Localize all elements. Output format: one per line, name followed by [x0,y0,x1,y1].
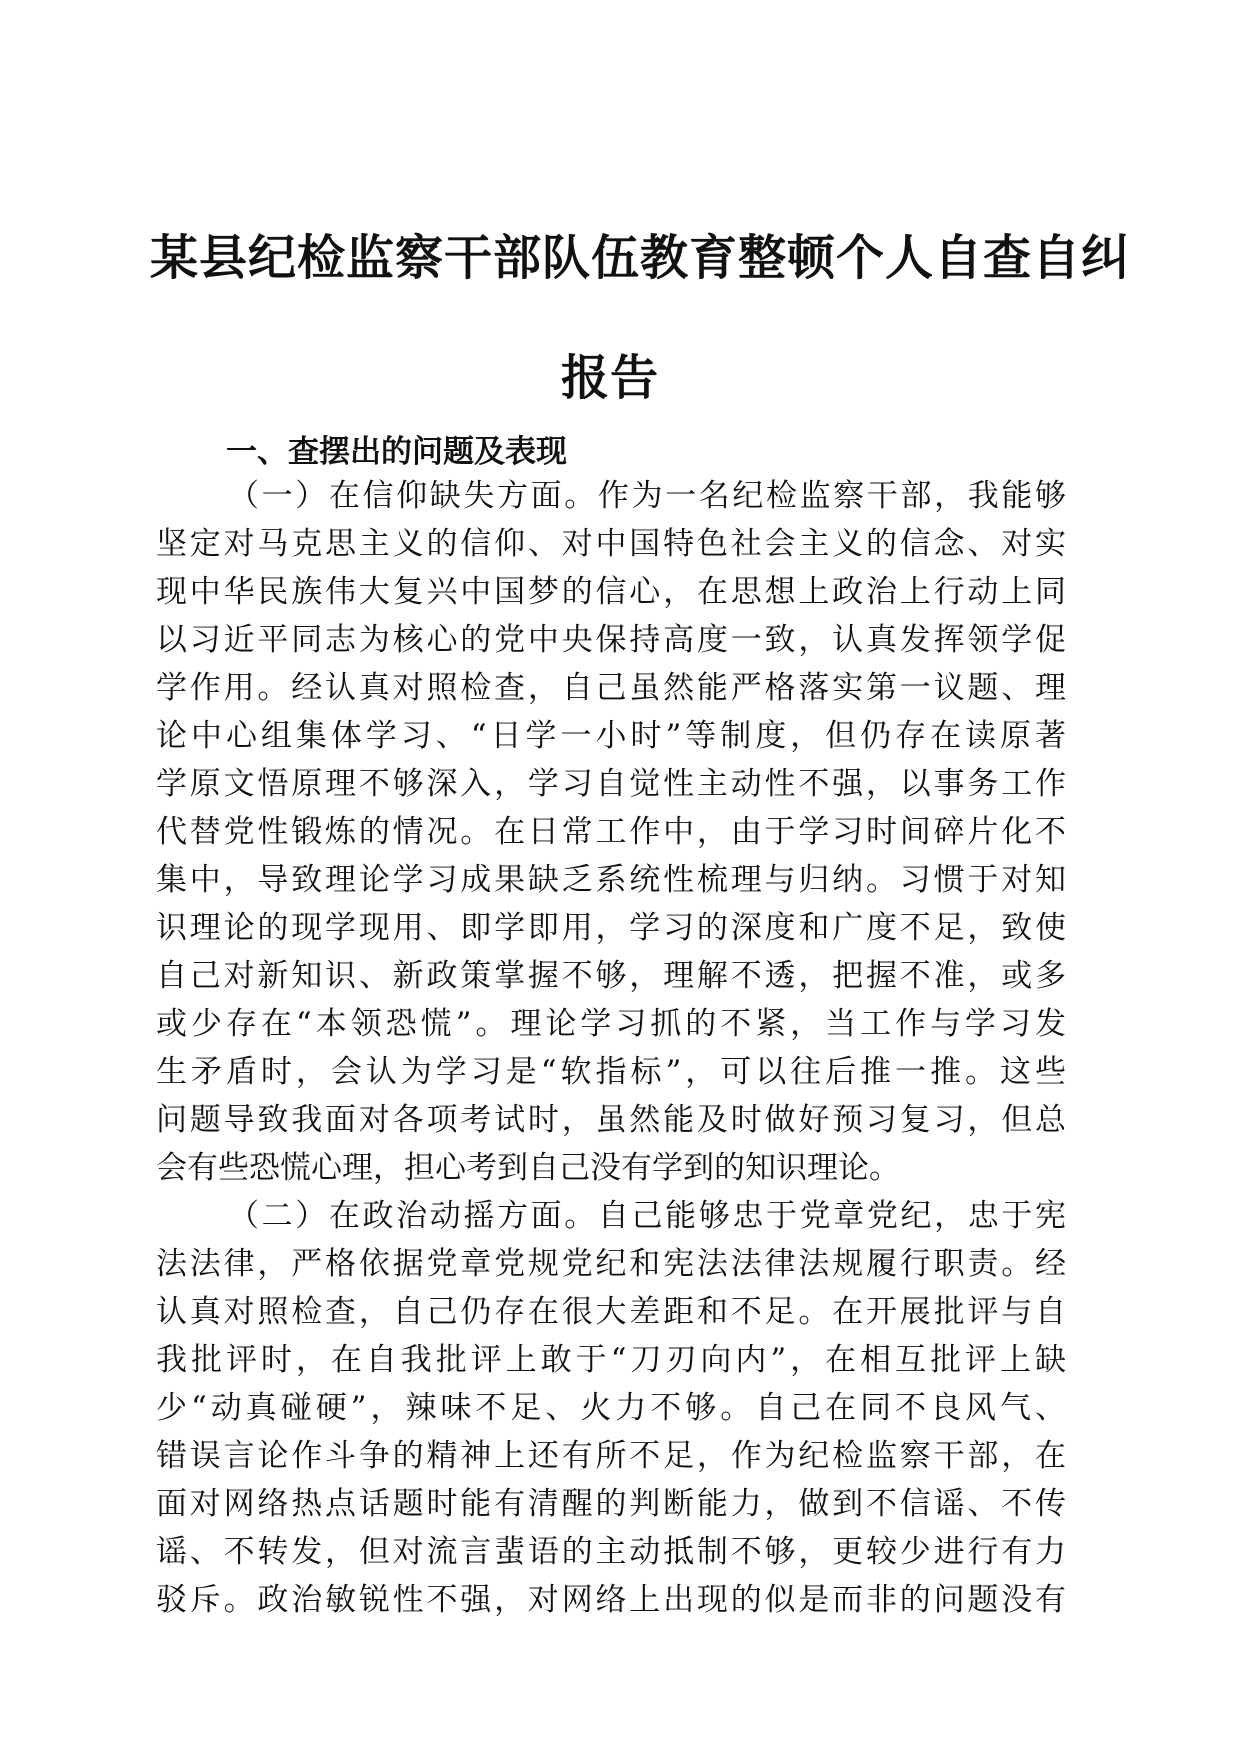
paragraph-line: 现中华民族伟大复兴中国梦的信心，在思想上政治上行动上同 [156,574,1066,610]
paragraph-line: 论中心组集体学习、“日学一小时”等制度，但仍存在读原著 [156,718,1066,754]
paragraph-line: 我批评时，在自我批评上敢于“刀刃向内”，在相互批评上缺 [156,1342,1066,1378]
paragraph-line: 谣、不转发，但对流言蜚语的主动抵制不够，更较少进行有力 [156,1534,1066,1570]
paragraph-line: 面对网络热点话题时能有清醒的判断能力，做到不信谣、不传 [156,1486,1066,1522]
paragraph-line: 识理论的现学现用、即学即用，学习的深度和广度不足，致使 [156,910,1066,946]
paragraph-line: 认真对照检查，自己仍存在很大差距和不足。在开展批评与自 [156,1294,1066,1330]
title-line-2: 报告 [560,350,659,406]
paragraph-line: 法法律，严格依据党章党规党纪和宪法法律法规履行职责。经 [156,1246,1066,1282]
paragraph-line: 错误言论作斗争的精神上还有所不足，作为纪检监察干部，在 [156,1438,1066,1474]
paragraph-line: 学原文悟原理不够深入，学习自觉性主动性不强，以事务工作 [156,766,1066,802]
paragraph-line: 问题导致我面对各项考试时，虽然能及时做好预习复习，但总 [156,1102,1066,1138]
paragraph-line: 驳斥。政治敏锐性不强，对网络上出现的似是而非的问题没有 [156,1582,1066,1618]
paragraph-line: 集中，导致理论学习成果缺乏系统性梳理与归纳。习惯于对知 [156,862,1066,898]
paragraph-line: 少“动真碰硬”，辣味不足、火力不够。自己在同不良风气、 [156,1390,1066,1426]
paragraph-line: 代替党性锻炼的情况。在日常工作中，由于学习时间碎片化不 [156,814,1066,850]
paragraph-line: 以习近平同志为核心的党中央保持高度一致，认真发挥领学促 [156,622,1066,658]
paragraph-line: 自己对新知识、新政策掌握不够，理解不透，把握不准，或多 [156,958,1066,994]
paragraph-line: 会有些恐慌心理，担心考到自己没有学到的知识理论。 [156,1150,900,1186]
section-heading: 一、查摆出的问题及表现 [226,434,567,470]
title-line-1: 某县纪检监察干部队伍教育整顿个人自查自纠 [150,230,1131,286]
paragraph-line: （一）在信仰缺失方面。作为一名纪检监察干部，我能够 [228,478,1066,514]
paragraph-line: 或少存在“本领恐慌”。理论学习抓的不紧，当工作与学习发 [156,1006,1066,1042]
paragraph-line: 生矛盾时，会认为学习是“软指标”，可以往后推一推。这些 [156,1054,1066,1090]
paragraph-line: 坚定对马克思主义的信仰、对中国特色社会主义的信念、对实 [156,526,1066,562]
paragraph-line: （二）在政治动摇方面。自己能够忠于党章党纪，忠于宪 [228,1198,1066,1234]
paragraph-line: 学作用。经认真对照检查，自己虽然能严格落实第一议题、理 [156,670,1066,706]
